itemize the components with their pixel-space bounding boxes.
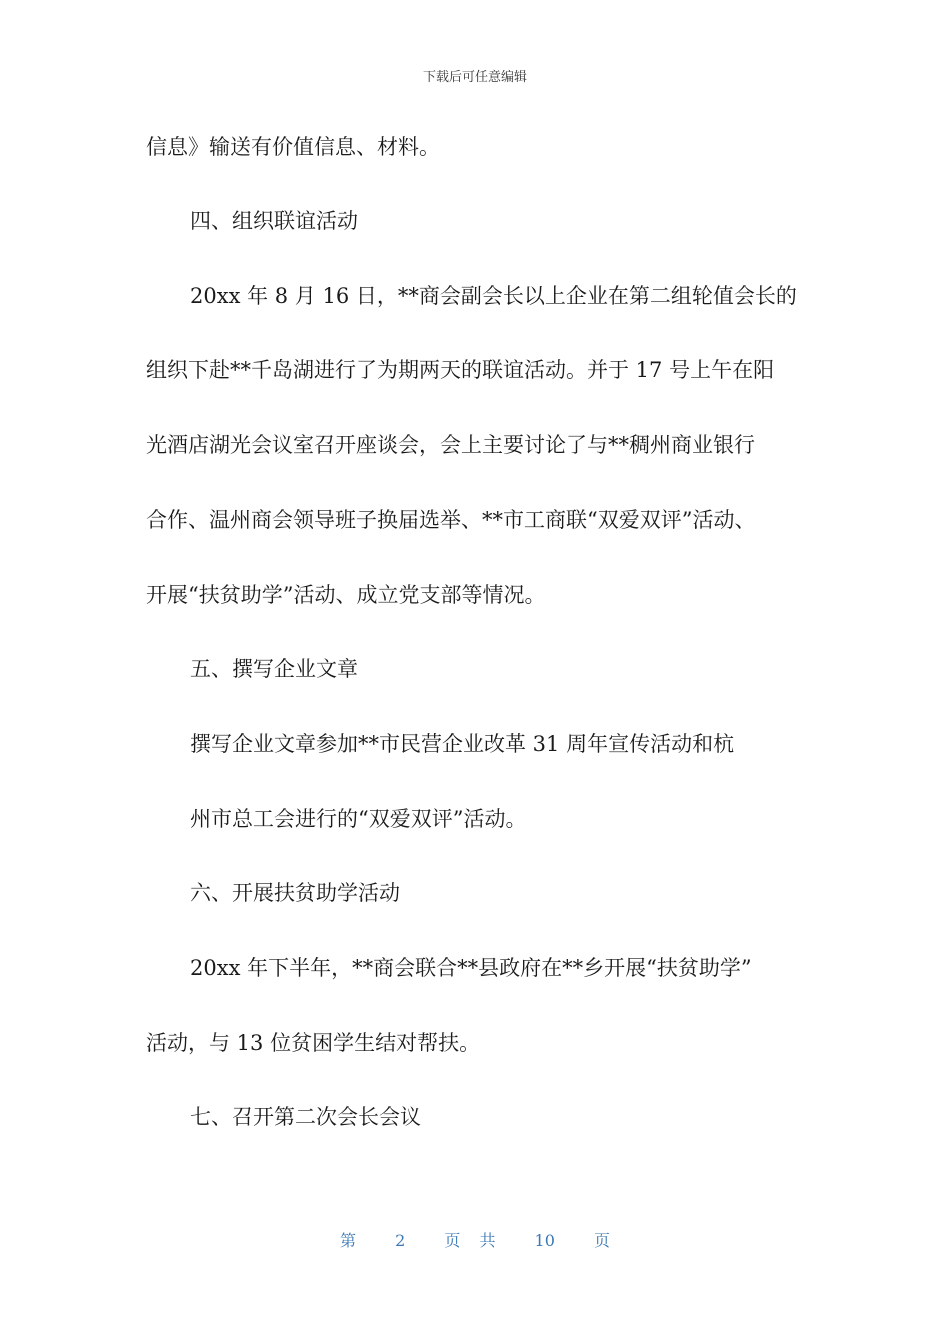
total-pages-number: 10: [534, 1231, 555, 1250]
page-footer: [0, 1228, 950, 1251]
paragraph-line: 撰写企业文章参加**市民营企业改革 31 周年宣传活动和杭: [190, 732, 735, 756]
paragraph-line: 20xx 年下半年，**商会联合**县政府在**乡开展“扶贫助学”: [190, 956, 752, 980]
paragraph-line: 信息》输送有价值信息、材料。: [146, 135, 440, 159]
paragraph-line: 州市总工会进行的“双爱双评”活动。: [190, 807, 527, 831]
page-header: 下载后可任意编辑: [422, 70, 527, 85]
paragraph-line: 合作、温州商会领导班子换届选举、**市工商联“双爱双评”活动、: [146, 508, 756, 532]
current-page-number: 2: [395, 1231, 406, 1250]
paragraph-line: 组织下赴**千岛湖进行了为期两天的联谊活动。并于 17 号上午在阳: [146, 358, 775, 382]
page-label-prefix: 第: [339, 1231, 356, 1250]
paragraph-line: 光酒店湖光会议室召开座谈会，会上主要讨论了与**稠州商业银行: [146, 433, 755, 457]
section-heading: 四、组织联谊活动: [190, 209, 358, 233]
section-heading: 五、撰写企业文章: [190, 657, 358, 681]
page-label-mid: 页 共: [444, 1231, 496, 1250]
page-label-suffix: 页: [594, 1231, 611, 1250]
paragraph-line: 开展“扶贫助学”活动、成立党支部等情况。: [146, 583, 546, 607]
paragraph-line: 20xx 年 8 月 16 日，**商会副会长以上企业在第二组轮值会长的: [190, 284, 797, 308]
paragraph-line: 活动，与 13 位贫困学生结对帮扶。: [146, 1031, 481, 1055]
section-heading: 七、召开第二次会长会议: [190, 1105, 421, 1129]
section-heading: 六、开展扶贫助学活动: [190, 881, 400, 905]
